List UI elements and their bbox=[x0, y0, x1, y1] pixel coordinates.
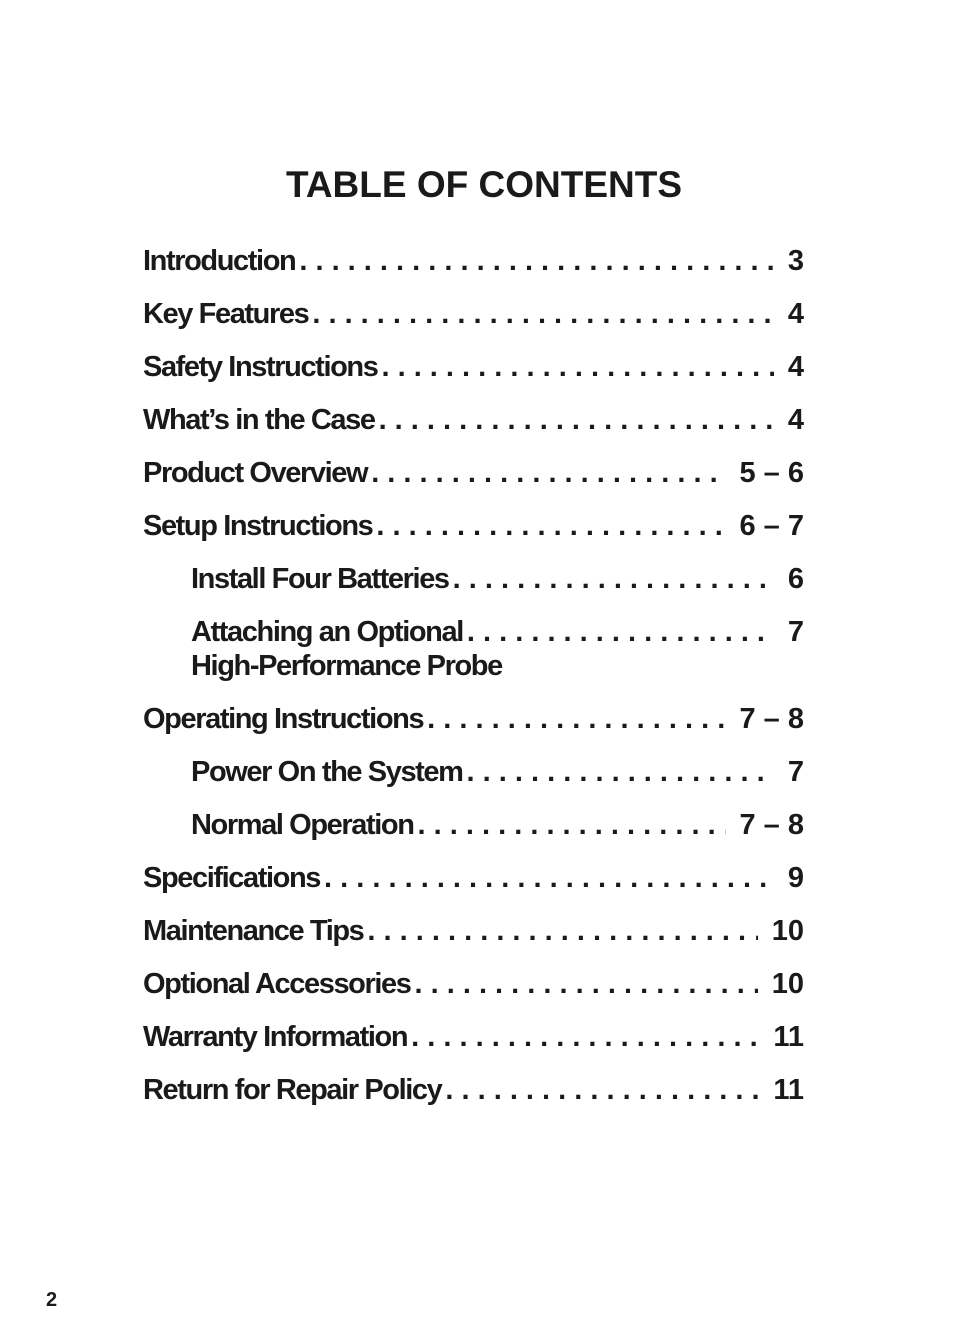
toc-entry-page: 3 bbox=[787, 245, 804, 277]
toc-entry-label: Maintenance Tips bbox=[143, 915, 364, 947]
dot-leader bbox=[381, 350, 773, 384]
toc-entry-page: 11 bbox=[773, 1074, 804, 1106]
toc-entry-label: What’s in the Case bbox=[143, 404, 375, 436]
toc-entry-label: Operating Instructions bbox=[143, 703, 424, 735]
toc-entry-page: 4 bbox=[787, 298, 804, 330]
toc-entry-label: Safety Instructions bbox=[143, 351, 378, 383]
toc-entry-maintenance-tips[interactable] bbox=[143, 914, 804, 967]
toc-entry-page: 9 bbox=[787, 862, 804, 894]
toc-entry-label: Introduction bbox=[143, 245, 296, 277]
toc-entry-page: 11 bbox=[773, 1021, 804, 1053]
toc-entry-normal-operation[interactable] bbox=[143, 808, 804, 861]
toc-entry-page: 5 – 6 bbox=[739, 457, 804, 489]
table-of-contents bbox=[143, 244, 804, 1126]
dot-leader bbox=[312, 297, 774, 331]
dot-leader bbox=[453, 562, 774, 596]
toc-entry-specifications[interactable] bbox=[143, 861, 804, 914]
toc-entry-return-for-repair-policy[interactable] bbox=[143, 1073, 804, 1126]
toc-entry-label: Attaching an Optional bbox=[191, 616, 463, 648]
toc-entry-page: 7 – 8 bbox=[739, 703, 804, 735]
toc-entry-label: Return for Repair Policy bbox=[143, 1074, 442, 1106]
toc-entry-introduction[interactable] bbox=[143, 244, 804, 297]
toc-entry-safety-instructions[interactable] bbox=[143, 350, 804, 403]
toc-entry-page: 7 – 8 bbox=[739, 809, 804, 841]
toc-entry-page: 10 bbox=[771, 915, 804, 947]
dot-leader bbox=[299, 244, 774, 278]
toc-entry-setup-instructions[interactable] bbox=[143, 509, 804, 562]
toc-entry-whats-in-the-case[interactable] bbox=[143, 403, 804, 456]
toc-entry-label: Power On the System bbox=[191, 756, 463, 788]
toc-entry-key-features[interactable] bbox=[143, 297, 804, 350]
toc-entry-warranty-information[interactable] bbox=[143, 1020, 804, 1073]
toc-entry-page: 7 bbox=[787, 756, 804, 788]
toc-entry-page: 10 bbox=[771, 968, 804, 1000]
toc-entry-label: Key Features bbox=[143, 298, 309, 330]
dot-leader bbox=[367, 914, 757, 948]
page-title: TABLE OF CONTENTS bbox=[285, 164, 682, 205]
toc-entry-product-overview[interactable] bbox=[143, 456, 804, 509]
page-number: 2 bbox=[46, 1289, 58, 1311]
dot-leader bbox=[467, 615, 774, 649]
toc-entry-page: 7 bbox=[787, 616, 804, 648]
toc-entry-power-on-the-system[interactable] bbox=[143, 755, 804, 808]
dot-leader bbox=[371, 456, 725, 490]
dot-leader bbox=[427, 702, 725, 736]
dot-leader bbox=[411, 1020, 759, 1054]
toc-entry-label: Warranty Information bbox=[143, 1021, 408, 1053]
toc-entry-label: Specifications bbox=[143, 862, 321, 894]
dot-leader bbox=[376, 509, 725, 543]
dot-leader bbox=[324, 861, 774, 895]
toc-entry-page: 4 bbox=[787, 351, 804, 383]
toc-entry-label: Setup Instructions bbox=[143, 510, 373, 542]
toc-entry-install-four-batteries[interactable] bbox=[143, 562, 804, 615]
toc-entry-label-line2: High-Performance Probe bbox=[191, 650, 502, 682]
toc-entry-page: 4 bbox=[787, 404, 804, 436]
toc-entry-page: 6 bbox=[787, 563, 804, 595]
dot-leader bbox=[414, 967, 757, 1001]
toc-entry-label: Normal Operation bbox=[191, 809, 414, 841]
toc-entry-page: 6 – 7 bbox=[739, 510, 804, 542]
toc-entry-attaching-optional-probe[interactable] bbox=[143, 615, 804, 702]
dot-leader bbox=[467, 755, 774, 789]
toc-entry-label: Optional Accessories bbox=[143, 968, 411, 1000]
toc-entry-label: Install Four Batteries bbox=[191, 563, 449, 595]
dot-leader bbox=[379, 403, 774, 437]
toc-entry-label: Product Overview bbox=[143, 457, 368, 489]
toc-entry-operating-instructions[interactable] bbox=[143, 702, 804, 755]
toc-entry-optional-accessories[interactable] bbox=[143, 967, 804, 1020]
dot-leader bbox=[418, 808, 726, 842]
dot-leader bbox=[445, 1073, 759, 1107]
